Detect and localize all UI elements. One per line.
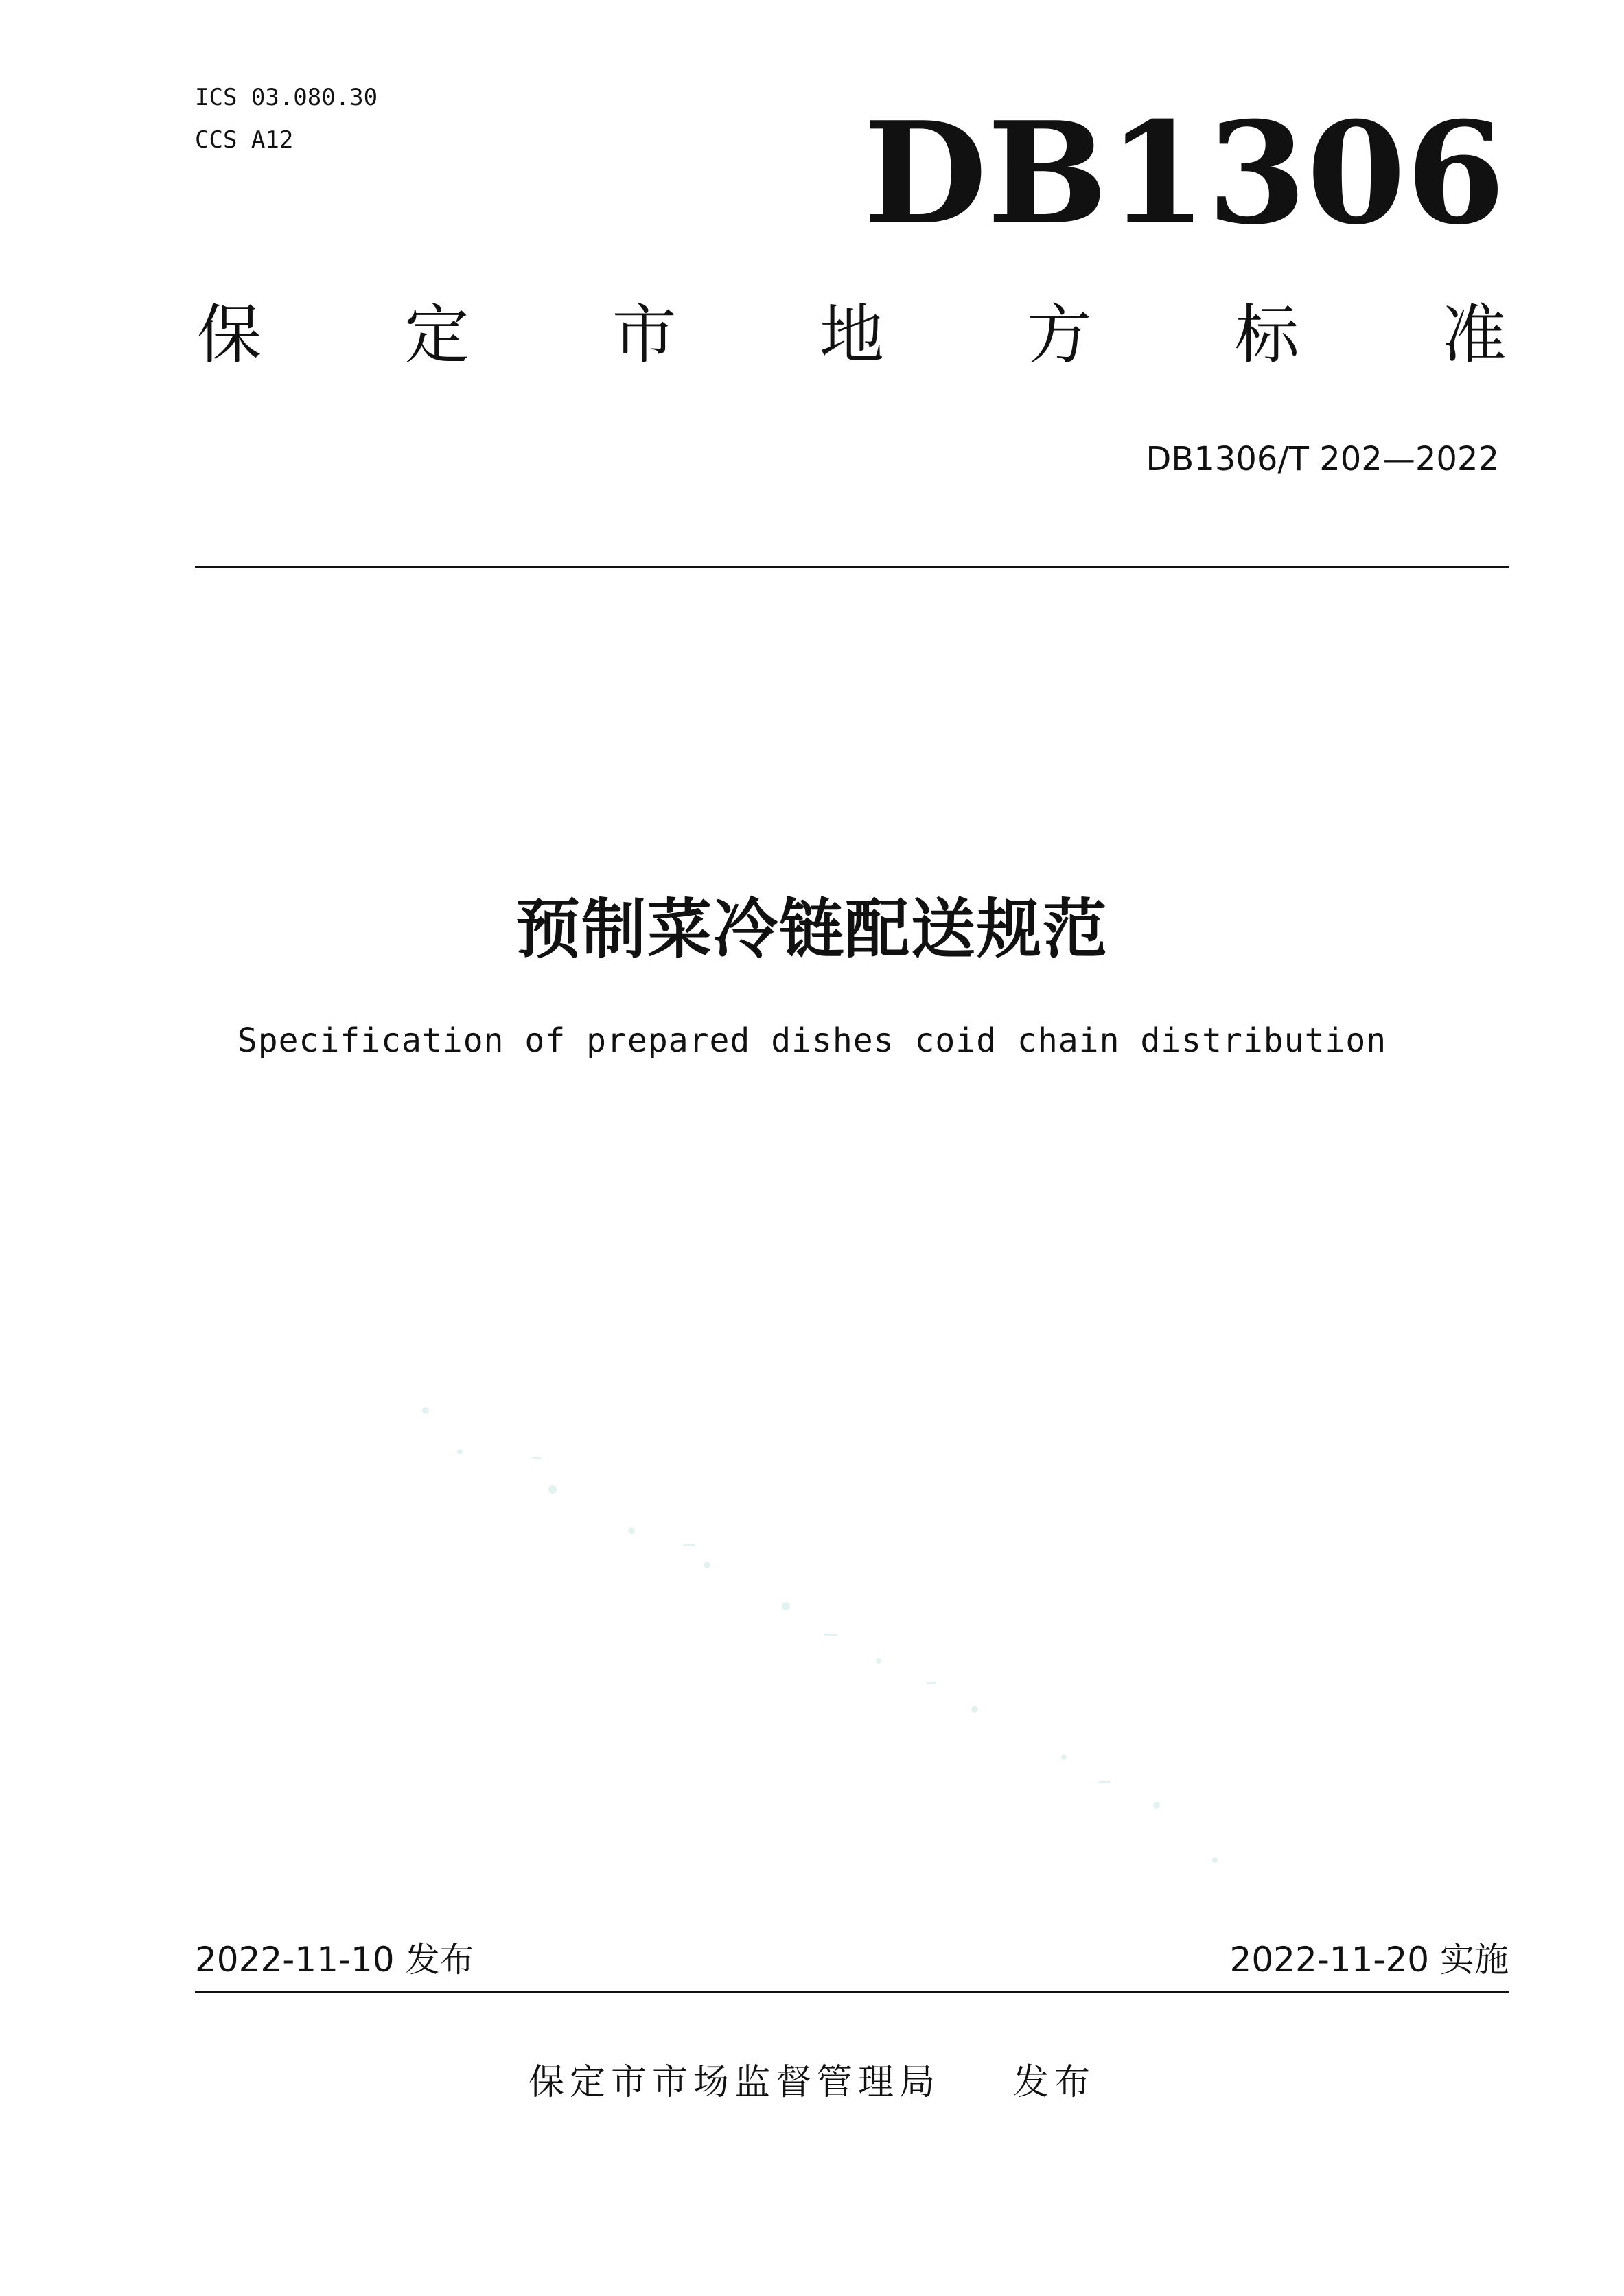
- publisher-name: 保定市市场监督管理局: [528, 2062, 940, 2103]
- standard-logo: DB1306: [863, 91, 1505, 256]
- standard-type-char: 方: [1027, 298, 1092, 373]
- ccs-code: CCS A12: [195, 126, 294, 154]
- implementation-date: 2022-11-20 实施: [1229, 1940, 1509, 1980]
- standard-type-char: 保: [196, 298, 262, 373]
- standard-type-char: 标: [1234, 298, 1299, 373]
- release-date: 2022-11-10 发布: [195, 1940, 474, 1980]
- standard-number: DB1306/T 202—2022: [1146, 440, 1499, 478]
- standard-type-char: 定: [404, 298, 469, 373]
- standard-type-char: 市: [612, 298, 677, 373]
- publisher-line: [0, 2062, 1624, 2103]
- faint-watermark-marks: [405, 1387, 1249, 1908]
- chinese-title: 预制菜冷链配送规范: [515, 892, 1109, 967]
- header-divider: [195, 566, 1509, 568]
- standard-type-char: 准: [1441, 298, 1507, 373]
- ics-code: ICS 03.080.30: [195, 84, 378, 111]
- standard-type-char: 地: [819, 298, 884, 373]
- publisher-action: 发布: [1013, 2062, 1096, 2103]
- english-title: Specification of prepared dishes coid chain distribution: [237, 1021, 1387, 1060]
- date-divider: [195, 1991, 1509, 1993]
- standard-type: [195, 295, 1509, 376]
